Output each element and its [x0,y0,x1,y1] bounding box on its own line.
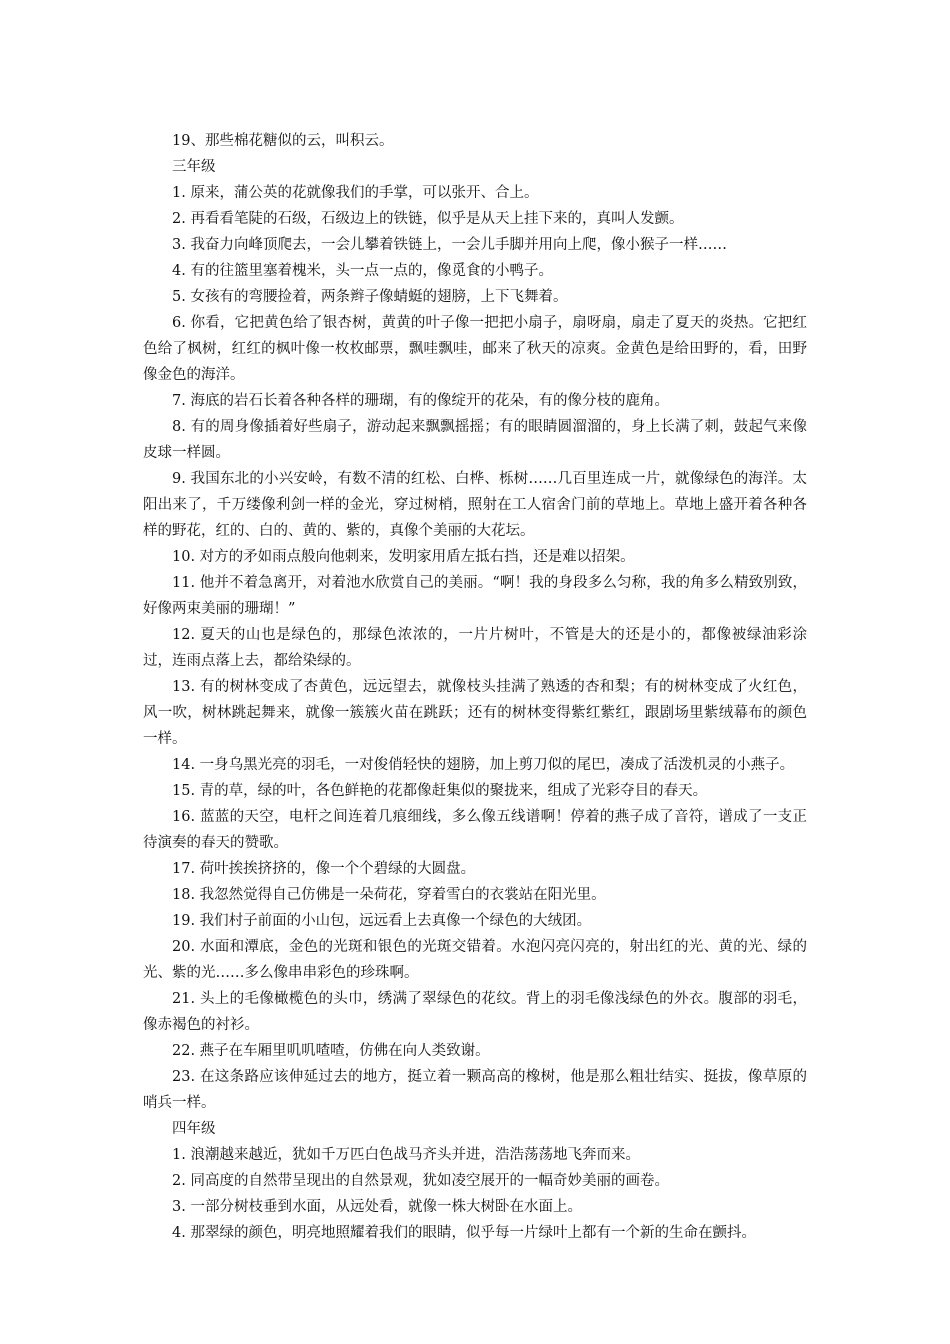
list-item: 12. 夏天的山也是绿色的，那绿色浓浓的，一片片树叶，不管是大的还是小的，都像被绿油彩涂过，连雨点落上去，都给染绿的。 [143,627,807,669]
list-item: 17. 荷叶挨挨挤挤的，像一个个碧绿的大圆盘。 [172,861,476,877]
list-item: 23. 在这条路应该伸延过去的地方，挺立着一颗高高的橡树，他是那么粗壮结实、挺拔，像草原的哨兵一样。 [143,1069,807,1111]
list-item: 21. 头上的毛像橄榄色的头巾，绣满了翠绿色的花纹。背上的羽毛像浅绿色的外衣。腹部的羽毛，像赤褐色的衬衫。 [143,991,807,1033]
list-item: 14. 一身乌黑光亮的羽毛，一对俊俏轻快的翅膀，加上剪刀似的尾巴，凑成了活泼机灵的小燕子。 [172,757,795,773]
list-item: 15. 青的草，绿的叶，各色鲜艳的花都像赶集似的聚拢来，组成了光彩夺目的春天。 [172,783,708,799]
document-page [143,128,807,1246]
list-item: 4. 有的往篮里塞着槐米，头一点一点的，像觅食的小鸭子。 [172,263,553,279]
list-item: 4. 那翠绿的颜色，明亮地照耀着我们的眼睛，似乎每一片绿叶上都有一个新的生命在颤抖。 [172,1225,756,1241]
section-heading-grade-4: 四年级 [172,1121,216,1137]
list-item: 19. 我们村子前面的小山包，远远看上去真像一个绿色的大绒团。 [172,913,592,929]
list-item: 13. 有的树林变成了杏黄色，远远望去，就像枝头挂满了熟透的杏和梨；有的树林变成了火红色，风一吹，树林跳起舞来，就像一簇簇火苗在跳跃；还有的树林变得紫红紫红，跟剧场里紫绒幕布的颜色一样。 [143,679,807,747]
list-item: 5. 女孩有的弯腰捡着，两条辫子像蜻蜓的翅膀，上下飞舞着。 [172,289,568,305]
list-item: 1. 原来，蒲公英的花就像我们的手掌，可以张开、合上。 [172,185,539,201]
list-item: 18. 我忽然觉得自己仿佛是一朵荷花，穿着雪白的衣裳站在阳光里。 [172,887,606,903]
list-item: 9. 我国东北的小兴安岭，有数不清的红松、白桦、栎树……几百里连成一片，就像绿色的海洋。太阳出来了，千万缕像利剑一样的金光，穿过树梢，照射在工人宿舍门前的草地上。草地上盛开着各种各样的野花，红的、白的、黄的、紫的，真像个美丽的大花坛。 [143,471,807,539]
list-item: 11. 他并不着急离开，对着池水欣赏自己的美丽。“啊！我的身段多么匀称，我的角多么精致别致，好像两束美丽的珊瑚！” [143,575,807,617]
list-item: 10. 对方的矛如雨点般向他刺来，发明家用盾左抵右挡，还是难以招架。 [172,549,635,565]
list-item: 16. 蓝蓝的天空，电杆之间连着几痕细线，多么像五线谱啊！停着的燕子成了音符，谱成了一支正待演奏的春天的赞歌。 [143,809,807,851]
list-item: 20. 水面和潭底，金色的光斑和银色的光斑交错着。水泡闪亮闪亮的，射出红的光、黄的光、绿的光、紫的光……多么像串串彩色的珍珠啊。 [143,939,807,981]
section-heading-grade-3: 三年级 [172,159,216,175]
list-item: 22. 燕子在车厢里叽叽喳喳，仿佛在向人类致谢。 [172,1043,490,1059]
list-item: 8. 有的周身像插着好些扇子，游动起来飘飘摇摇；有的眼睛圆溜溜的，身上长满了刺，鼓起气来像皮球一样圆。 [143,419,807,461]
list-item: 3. 我奋力向峰顶爬去，一会儿攀着铁链上，一会儿手脚并用向上爬，像小猴子一样…… [172,237,727,253]
list-item: 3. 一部分树枝垂到水面，从远处看，就像一株大树卧在水面上。 [172,1199,582,1215]
list-item: 1. 浪潮越来越近，犹如千万匹白色战马齐头并进，浩浩荡荡地飞奔而来。 [172,1147,640,1163]
list-item: 6. 你看，它把黄色给了银杏树，黄黄的叶子像一把把小扇子，扇呀扇，扇走了夏天的炎热。它把红色给了枫树，红红的枫叶像一枚枚邮票，飘哇飘哇，邮来了秋天的凉爽。金黄色是给田野的，看，田野像金色的海洋。 [143,315,807,383]
list-item: 2. 同高度的自然带呈现出的自然景观，犹如凌空展开的一幅奇妙美丽的画卷。 [172,1173,669,1189]
text-line: 19、那些棉花糖似的云，叫积云。 [172,133,394,149]
list-item: 7. 海底的岩石长着各种各样的珊瑚，有的像绽开的花朵，有的像分枝的鹿角。 [172,393,669,409]
list-item: 2. 再看看笔陡的石级，石级边上的铁链，似乎是从天上挂下来的，真叫人发颤。 [172,211,684,227]
